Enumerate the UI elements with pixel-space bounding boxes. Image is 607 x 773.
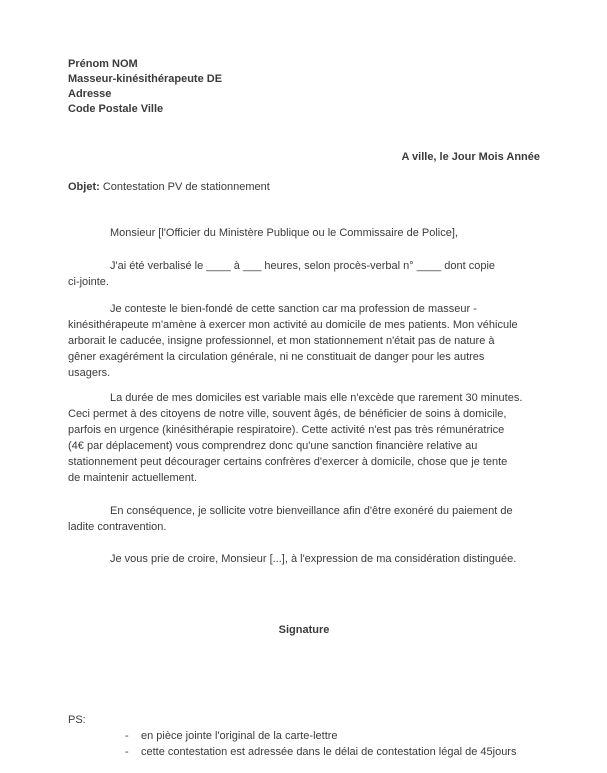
postscript-item: - en pièce jointe l'original de la carte-lettre (68, 728, 540, 744)
paragraph-line: Ceci permet à des citoyens de notre ville, souvent âgés, de bénéficier de soins à domicile, (68, 408, 507, 420)
subject-line (68, 179, 540, 195)
paragraph-line: kinésithérapeute m'amène à exercer mon activité au domicile de mes patients. Mon véhicule (68, 319, 518, 331)
sender-block (68, 57, 540, 117)
sender-profession: Masseur-kinésithérapeute DE (68, 73, 223, 85)
sender-city: Code Postale Ville (68, 103, 164, 115)
paragraph-politesse (68, 551, 540, 567)
paragraph-line: gêner exagérément la circulation générale, ni ne constituait de danger pour les autres (68, 351, 485, 363)
paragraph-line: usagers. (68, 367, 111, 379)
paragraph-line: de maintenir actuellement. (68, 472, 198, 484)
subject-text: Contestation PV de stationnement (102, 181, 270, 193)
salutation: Monsieur [l'Officier du Ministère Publique ou le Commissaire de Police], (110, 227, 458, 239)
subject-label: Objet: (68, 181, 100, 193)
paragraph-line: ci-jointe. (68, 276, 109, 288)
signature-label: Signature (278, 624, 330, 636)
sender-name: Prénom NOM (68, 58, 138, 70)
paragraph-line: arborait le caducée, insigne professionnel, et mon stationnement n'était pas de nature à (68, 335, 495, 347)
paragraph-line: parfois en urgence (kinésithérapie respiratoire). Cette activité n'est pas très rémunératrice (68, 424, 505, 436)
paragraph-consequence (68, 503, 540, 535)
postscript-block (68, 712, 540, 760)
paragraph-line: ladite contravention. (68, 521, 167, 533)
paragraph-verbalise (68, 258, 540, 290)
paragraph-conteste (68, 301, 540, 381)
paragraph-line: stationnement peut décourager certains confrères d'exercer à domicile, chose que je tente (68, 456, 508, 468)
paragraph-line: Je vous prie de croire, Monsieur [...], à l'expression de ma considération distinguée. (110, 553, 517, 565)
paragraph-line: J'ai été verbalisé le ____ à ___ heures, selon procès-verbal n° ____ dont copie (110, 260, 496, 272)
postscript-label: PS: (68, 714, 86, 726)
paragraph-line: Je conteste le bien-fondé de cette sanction car ma profession de masseur - (110, 303, 477, 315)
date-line: A ville, le Jour Mois Année (401, 151, 540, 163)
postscript-item: - cette contestation est adressée dans le délai de contestation légal de 45jours (68, 744, 540, 760)
sender-address: Adresse (68, 88, 112, 100)
paragraph-duree (68, 390, 540, 486)
paragraph-line: En conséquence, je sollicite votre bienveillance afin d'être exonéré du paiement de (110, 505, 513, 517)
paragraph-line: La durée de mes domiciles est variable mais elle n'excède que rarement 30 minutes. (110, 392, 523, 404)
paragraph-line: (4€ par déplacement) vous comprendrez donc qu'une sanction financière relative au (68, 440, 478, 452)
